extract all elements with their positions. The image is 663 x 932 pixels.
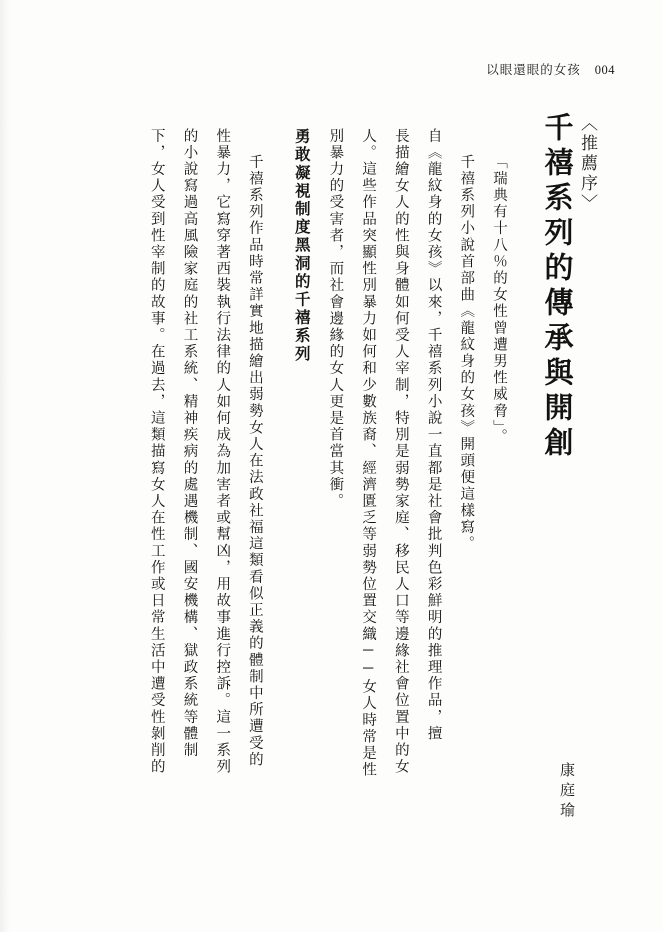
body-text — [70, 128, 513, 836]
chapter-title-block — [540, 112, 597, 532]
chapter-author: 康庭瑜 — [558, 762, 574, 822]
running-head-title: 以眼還眼的女孩 — [486, 63, 581, 77]
body-column: 長描繪女人的性與身體如何受人宰制，特別是弱勢家庭、移民人口等邊緣社會位置中的女 — [392, 128, 409, 776]
body-column: 人。這些作品突顯性別暴力如何和少數族裔、經濟匱乏等弱勢位置交織──女人時常是性 — [360, 128, 377, 779]
running-head-page-number: 004 — [594, 63, 615, 77]
body-column: 下，女人受到性宰制的故事。在過去，這類描寫女人在性工作或日常生活中遭受性剝削的 — [148, 128, 165, 776]
body-column: 性暴力，它寫穿著西裝執行法律的人如何成為加害者或幫凶，用故事進行控訴。這一系列 — [214, 128, 231, 776]
body-column: 「瑞典有十八％的女性曾遭男性威脅」。 — [491, 154, 507, 446]
chapter-kicker: 〈推薦序〉 — [578, 114, 597, 214]
body-column: 千禧系列作品時常詳實地描繪出弱勢女人在法政社福這類看似正義的體制中所遭受的 — [246, 154, 263, 769]
body-subheading: 勇敢凝視制度黑洞的千禧系列 — [292, 128, 310, 364]
body-column: 的小說寫過高風險家庭的社工系統、精神疾病的處遇機制、國安機構、獄政系統等體制 — [181, 128, 198, 759]
body-column: 別暴力的受害者，而社會邊緣的女人更是首當其衝。 — [327, 128, 344, 510]
page-title: 千禧系列的傳承與開創 — [540, 112, 573, 462]
page-edge-shadow — [0, 0, 10, 932]
running-head — [486, 60, 615, 78]
body-column: 自《龍紋身的女孩》以來，千禧系列小說一直都是社會批判色彩鮮明的推理作品，擅 — [425, 128, 442, 743]
body-column: 千禧系列小說首部曲《龍紋身的女孩》開頭便這樣寫。 — [458, 154, 475, 553]
